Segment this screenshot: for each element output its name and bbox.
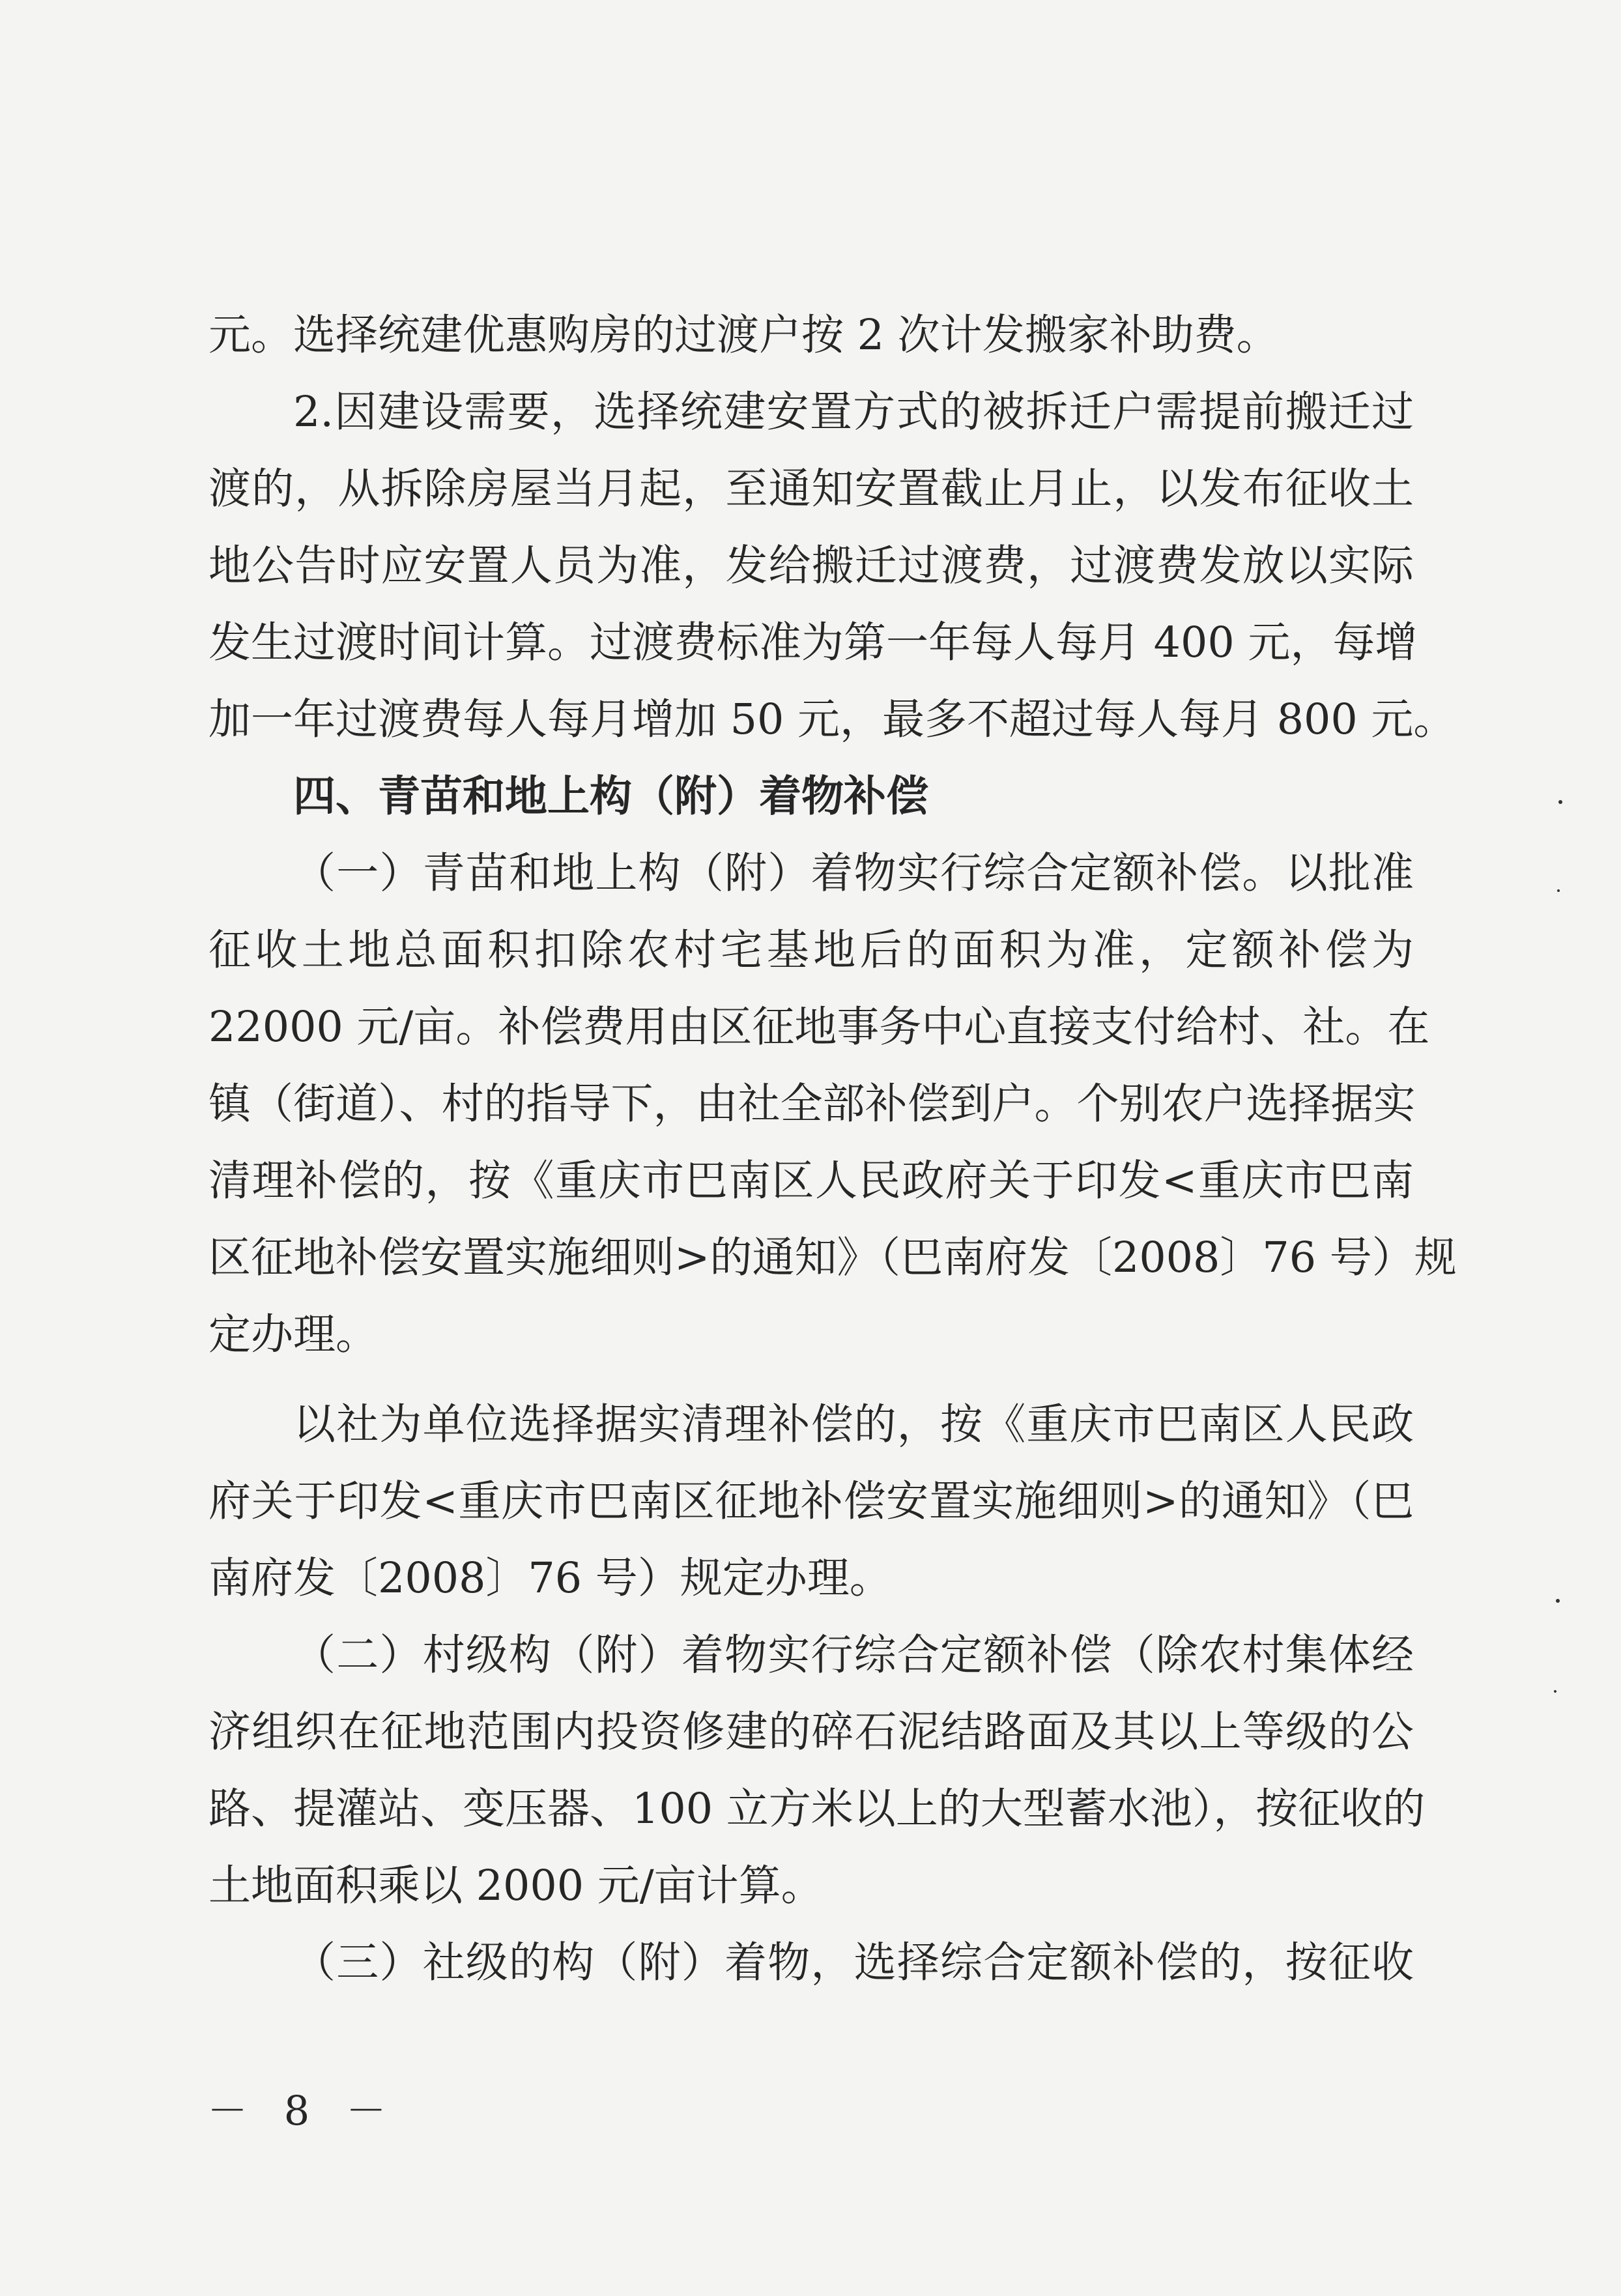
page-number: － 8 － [207,2087,398,2134]
paragraph-line: （一）青苗和地上构（附）着物实行综合定额补偿。以批准 [293,849,1414,898]
paragraph-line: 以社为单位选择据实清理补偿的，按《重庆市巴南区人民政 [293,1400,1414,1449]
paragraph-line: 元。选择统建优惠购房的过渡户按 2 次计发搬家补助费。 [208,311,1279,360]
paragraph-line: 22000 元/亩。补偿费用由区征地事务中心直接支付给村、社。在 [208,1003,1430,1052]
paragraph-line: 征收土地总面积扣除农村宅基地后的面积为准，定额补偿为 [208,926,1414,975]
paragraph-line: 定办理。 [208,1310,379,1359]
paragraph-line: 济组织在征地范围内投资修建的碎石泥结路面及其以上等级的公 [208,1708,1414,1757]
paragraph-line: 府关于印发<重庆市巴南区征地补偿安置实施细则>的通知》（巴 [208,1477,1414,1526]
paragraph-line: 土地面积乘以 2000 元/亩计算。 [208,1861,824,1910]
paragraph-line: 南府发〔2008〕76 号）规定办理。 [208,1554,892,1603]
paragraph-line: 清理补偿的，按《重庆市巴南区人民政府关于印发<重庆市巴南 [208,1156,1414,1205]
paragraph-line: 2.因建设需要，选择统建安置方式的被拆迁户需提前搬迁过 [293,388,1414,437]
scan-dot [1556,1599,1560,1603]
paragraph-line: 加一年过渡费每人每月增加 50 元，最多不超过每人每月 800 元。 [208,695,1456,744]
scan-dot [1558,800,1562,804]
paragraph-line: 地公告时应安置人员为准，发给搬迁过渡费，过渡费发放以实际 [208,541,1414,590]
paragraph-line: 渡的，从拆除房屋当月起，至通知安置截止月止，以发布征收土 [208,465,1414,513]
scan-dot [1557,889,1560,892]
paragraph-line: 发生过渡时间计算。过渡费标准为第一年每人每月 400 元，每增 [208,618,1418,667]
paragraph-line: （二）村级构（附）着物实行综合定额补偿（除农村集体经 [293,1631,1414,1680]
scan-dot [1554,1690,1556,1693]
paragraph-line: 镇（街道）、村的指导下，由社全部补偿到户。个别农户选择据实 [208,1080,1416,1128]
paragraph-line: 路、提灌站、变压器、100 立方米以上的大型蓄水池），按征收的 [208,1785,1426,1833]
section-heading: 四、青苗和地上构（附）着物补偿 [293,772,929,821]
paragraph-line: 区征地补偿安置实施细则>的通知》（巴南府发〔2008〕76 号）规 [208,1233,1457,1282]
document-body [208,297,1457,2002]
paragraph-line: （三）社级的构（附）着物，选择综合定额补偿的，按征收 [293,1938,1414,1987]
